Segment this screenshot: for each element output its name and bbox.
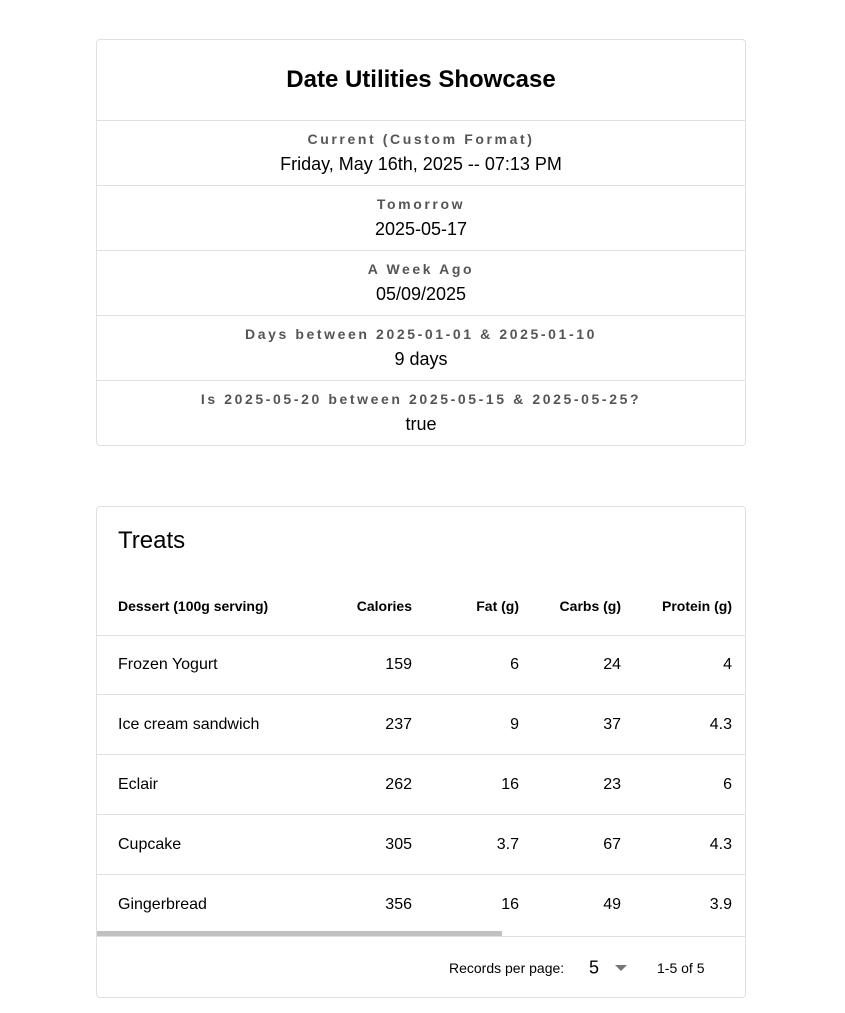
cell-dessert: Ice cream sandwich xyxy=(118,715,260,733)
cell-protein: 4.3 xyxy=(709,835,732,853)
date-row xyxy=(97,121,745,186)
table-row[interactable] xyxy=(97,755,746,815)
cell-protein: 3.9 xyxy=(709,896,732,913)
table-title: Treats xyxy=(118,527,186,554)
cell-fat: 16 xyxy=(501,896,519,913)
date-label: Is 2025-05-20 between 2025-05-15 & 2025-05-25? xyxy=(200,391,642,407)
cell-protein: 6 xyxy=(723,775,732,793)
cell-calories: 237 xyxy=(385,715,412,733)
cell-fat: 6 xyxy=(510,655,519,673)
date-utilities-card xyxy=(96,39,746,446)
cell-carbs: 49 xyxy=(603,896,621,913)
chevron-down-icon[interactable] xyxy=(615,965,627,971)
cell-carbs: 37 xyxy=(603,715,621,733)
date-label: Tomorrow xyxy=(376,196,466,212)
header-carbs[interactable]: Carbs (g) xyxy=(559,597,621,614)
date-row xyxy=(97,251,745,316)
cell-protein: 4.3 xyxy=(709,715,732,733)
date-row xyxy=(97,186,745,251)
table-row[interactable] xyxy=(97,875,746,935)
pagination-range: 1-5 of 5 xyxy=(657,959,705,976)
date-value: 05/09/2025 xyxy=(375,284,467,304)
cell-dessert: Gingerbread xyxy=(118,896,207,913)
cell-carbs: 23 xyxy=(603,775,621,793)
date-label: A Week Ago xyxy=(367,261,475,277)
table-row[interactable] xyxy=(97,695,746,755)
table-header-row xyxy=(97,576,746,636)
cell-calories: 159 xyxy=(385,655,412,673)
date-value: 2025-05-17 xyxy=(374,219,468,239)
cell-carbs: 67 xyxy=(603,835,621,853)
cell-dessert: Cupcake xyxy=(118,835,182,853)
date-value: 9 days xyxy=(394,349,448,369)
date-value: true xyxy=(405,414,437,434)
header-calories[interactable]: Calories xyxy=(356,597,412,614)
records-per-page-label: Records per page: xyxy=(449,959,565,976)
header-fat[interactable]: Fat (g) xyxy=(476,597,519,614)
date-label: Current (Custom Format) xyxy=(307,131,535,147)
cell-calories: 356 xyxy=(385,896,412,913)
treats-table-card xyxy=(96,506,746,998)
header-dessert[interactable]: Dessert (100g serving) xyxy=(118,597,269,614)
cell-carbs: 24 xyxy=(603,655,621,673)
cell-protein: 4 xyxy=(723,655,732,673)
date-row xyxy=(97,381,745,446)
cell-dessert: Eclair xyxy=(118,775,159,793)
header-protein[interactable]: Protein (g) xyxy=(662,597,732,614)
date-label: Days between 2025-01-01 & 2025-01-10 xyxy=(245,326,597,342)
table-row[interactable] xyxy=(97,635,746,695)
date-value: Friday, May 16th, 2025 -- 07:13 PM xyxy=(280,154,562,174)
cell-fat: 16 xyxy=(501,775,519,793)
cell-dessert: Frozen Yogurt xyxy=(118,655,218,673)
card-title: Date Utilities Showcase xyxy=(97,40,745,121)
date-row xyxy=(97,316,745,381)
table-row[interactable] xyxy=(97,815,746,875)
cell-calories: 262 xyxy=(385,775,412,793)
cell-fat: 9 xyxy=(510,715,519,733)
table-pagination xyxy=(97,936,746,998)
records-per-page-select[interactable]: 5 xyxy=(589,957,600,977)
cell-calories: 305 xyxy=(385,835,412,853)
cell-fat: 3.7 xyxy=(496,835,519,853)
